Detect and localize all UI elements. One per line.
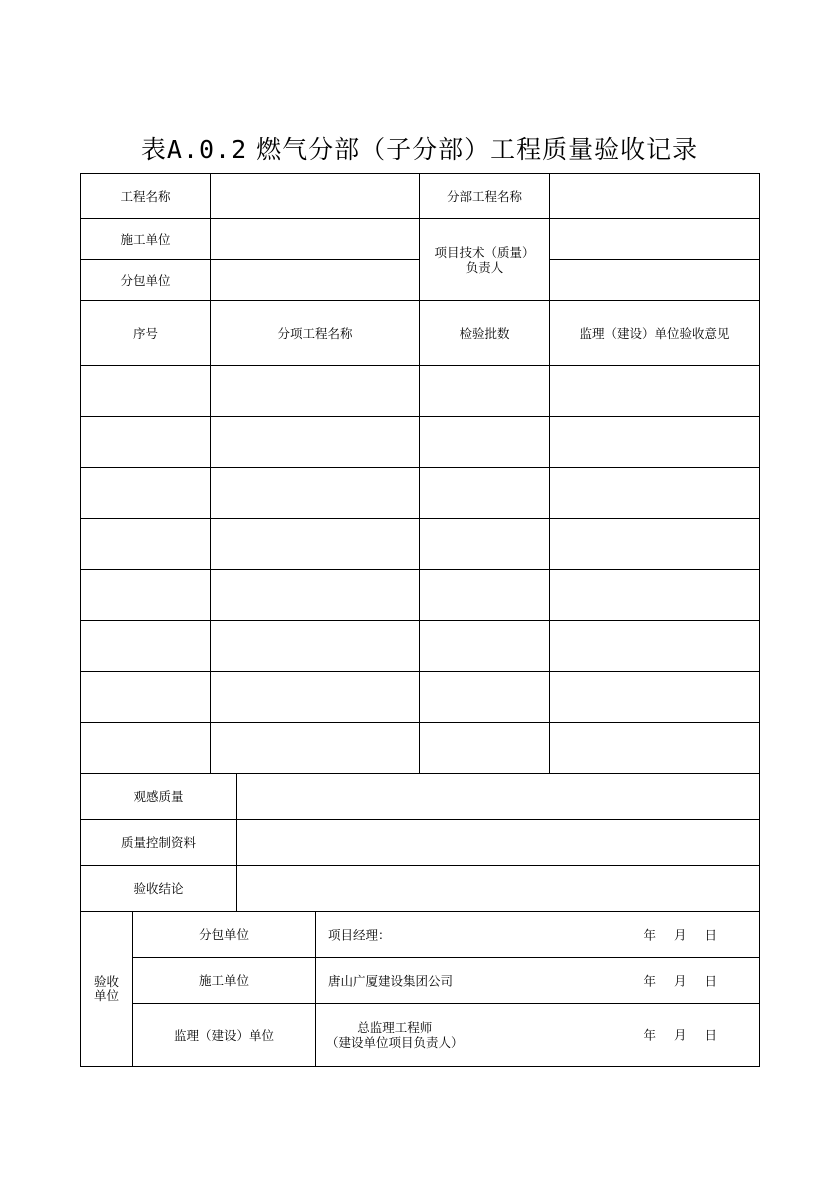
date-placeholder: 年 月 日 [643, 927, 717, 942]
title-prefix: 表 [140, 135, 167, 164]
cell-serial[interactable] [81, 672, 211, 723]
project-name-field[interactable] [211, 174, 420, 219]
acceptance-conclusion-field[interactable] [237, 866, 760, 912]
supervisor-unit-sign-label: 监理（建设）单位 [133, 1004, 316, 1067]
table-row [81, 570, 760, 621]
cell-serial[interactable] [81, 621, 211, 672]
acceptance-group-label [81, 912, 133, 1067]
tech-lead-field-1[interactable] [550, 219, 760, 260]
cell-opinion[interactable] [550, 570, 760, 621]
appearance-quality-label: 观感质量 [81, 774, 237, 820]
subcontract-unit-field[interactable] [211, 260, 420, 301]
project-manager-label: 项目经理： [328, 927, 391, 942]
title-code: A.0.2 [166, 135, 248, 164]
subcontract-unit-label: 分包单位 [81, 260, 211, 301]
table-row [81, 723, 760, 774]
table-row [81, 468, 760, 519]
page-title [80, 130, 759, 170]
appearance-quality-field[interactable] [237, 774, 760, 820]
date-placeholder: 年 月 日 [643, 1027, 717, 1043]
quality-table [80, 773, 760, 912]
cell-serial[interactable] [81, 519, 211, 570]
cell-opinion[interactable] [550, 417, 760, 468]
quality-control-docs-label: 质量控制资料 [81, 820, 237, 866]
table-row [81, 417, 760, 468]
project-name-label: 工程名称 [81, 174, 211, 219]
col-header-item-name: 分项工程名称 [211, 301, 420, 366]
tech-lead-field-2[interactable] [550, 260, 760, 301]
cell-item-name[interactable] [211, 672, 420, 723]
construction-signature-field[interactable] [316, 958, 760, 1004]
chief-supervisor-line2: （建设单位项目负责人） [326, 1035, 464, 1050]
chief-supervisor-label [326, 1020, 464, 1050]
cell-item-name[interactable] [211, 621, 420, 672]
title-text: 燃气分部（子分部）工程质量验收记录 [256, 135, 699, 164]
cell-serial[interactable] [81, 468, 211, 519]
table-row [81, 621, 760, 672]
cell-serial[interactable] [81, 723, 211, 774]
cell-opinion[interactable] [550, 672, 760, 723]
chief-supervisor-line1: 总监理工程师 [357, 1020, 433, 1035]
construction-company-name: 唐山广厦建设集团公司 [328, 973, 454, 988]
quality-control-docs-field[interactable] [237, 820, 760, 866]
cell-batch-count[interactable] [420, 621, 550, 672]
cell-batch-count[interactable] [420, 570, 550, 621]
cell-opinion[interactable] [550, 366, 760, 417]
cell-serial[interactable] [81, 570, 211, 621]
subcontract-signature-field[interactable] [316, 912, 760, 958]
cell-item-name[interactable] [211, 570, 420, 621]
acceptance-units-table [80, 911, 760, 1067]
cell-opinion[interactable] [550, 723, 760, 774]
cell-item-name[interactable] [211, 417, 420, 468]
cell-opinion[interactable] [550, 468, 760, 519]
tech-lead-label: 项目技术（质量）负责人 [420, 219, 550, 301]
date-placeholder: 年 月 日 [643, 973, 717, 988]
cell-opinion[interactable] [550, 621, 760, 672]
cell-batch-count[interactable] [420, 723, 550, 774]
cell-item-name[interactable] [211, 366, 420, 417]
col-header-batch-count: 检验批数 [420, 301, 550, 366]
construction-unit-sign-label: 施工单位 [133, 958, 316, 1004]
header-and-items-table [80, 173, 760, 774]
table-row [81, 366, 760, 417]
table-row [81, 672, 760, 723]
cell-item-name[interactable] [211, 519, 420, 570]
col-header-serial: 序号 [81, 301, 211, 366]
table-row [81, 519, 760, 570]
cell-item-name[interactable] [211, 468, 420, 519]
cell-opinion[interactable] [550, 519, 760, 570]
cell-batch-count[interactable] [420, 519, 550, 570]
supervisor-signature-field[interactable] [316, 1004, 760, 1067]
acceptance-group-label-line2: 单位 [93, 988, 119, 1003]
cell-item-name[interactable] [211, 723, 420, 774]
sub-project-name-field[interactable] [550, 174, 760, 219]
cell-serial[interactable] [81, 417, 211, 468]
subcontract-unit-sign-label: 分包单位 [133, 912, 316, 958]
cell-batch-count[interactable] [420, 672, 550, 723]
cell-batch-count[interactable] [420, 417, 550, 468]
cell-serial[interactable] [81, 366, 211, 417]
construction-unit-field[interactable] [211, 219, 420, 260]
col-header-supervisor-opinion: 监理（建设）单位验收意见 [550, 301, 760, 366]
acceptance-conclusion-label: 验收结论 [81, 866, 237, 912]
cell-batch-count[interactable] [420, 468, 550, 519]
cell-batch-count[interactable] [420, 366, 550, 417]
acceptance-group-label-line1: 验收 [93, 974, 119, 989]
sub-project-name-label: 分部工程名称 [420, 174, 550, 219]
construction-unit-label: 施工单位 [81, 219, 211, 260]
